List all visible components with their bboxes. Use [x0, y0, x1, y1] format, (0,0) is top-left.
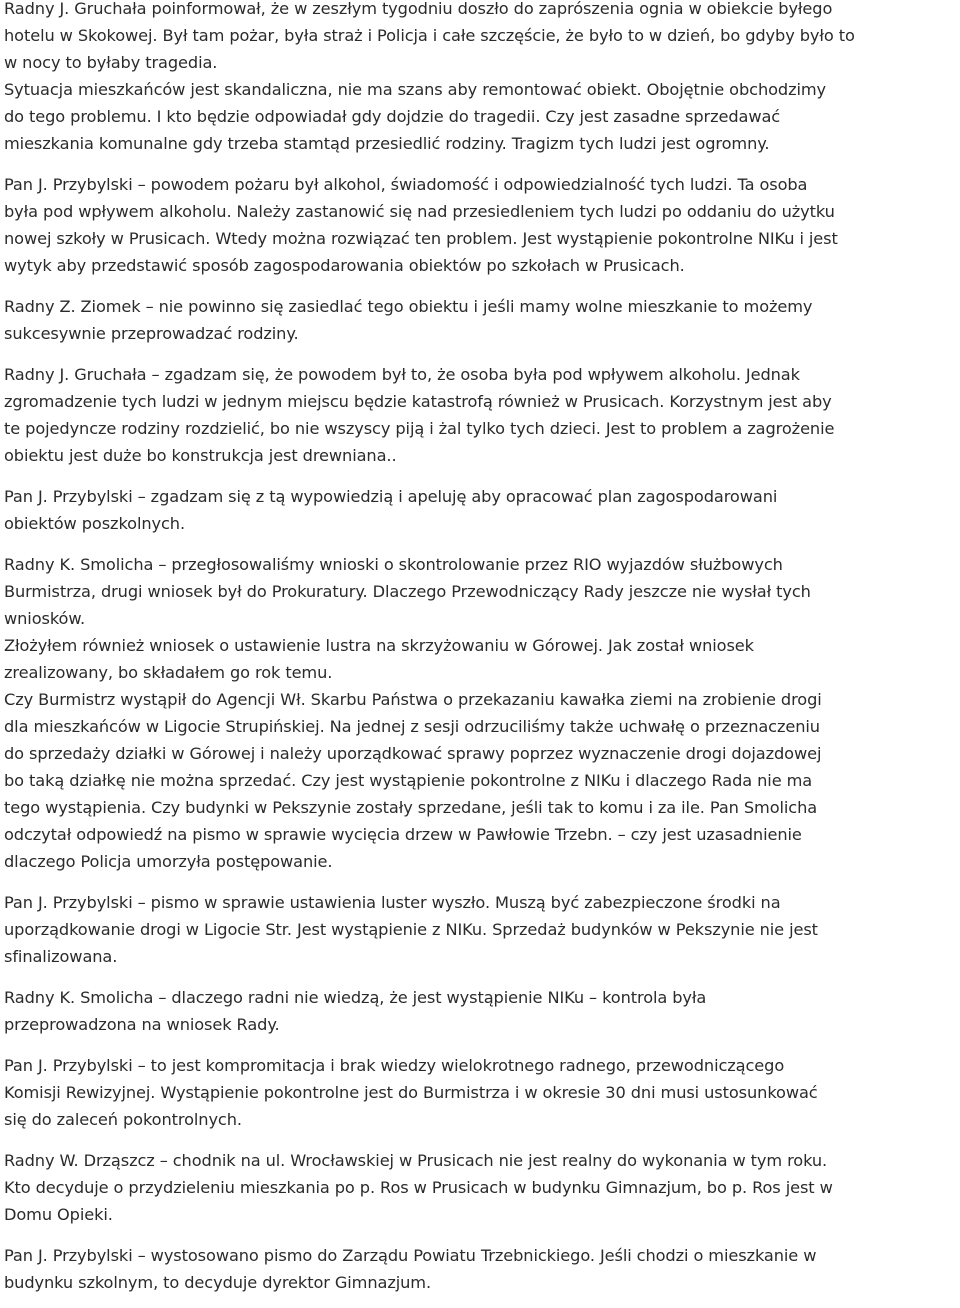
text-line: bo taką działkę nie można sprzedać. Czy jest wystąpienie pokontrolne z NIKu i dlaczego Rada nie ma: [4, 771, 813, 790]
text-line: Radny Z. Ziomek – nie powinno się zasiedlać tego obiektu i jeśli mamy wolne mieszkanie to możemy: [4, 297, 813, 316]
text-line: hotelu w Skokowej. Był tam pożar, była straż i Policja i całe szczęście, że było to w dzień, bo gdyby było to: [4, 26, 855, 45]
text-line: Radny J. Gruchała poinformował, że w zeszłym tygodniu doszło do zaprószenia ognia w obiekcie byłego: [4, 0, 833, 18]
text-line: Radny W. Drząszcz – chodnik na ul. Wrocławskiej w Prusicach nie jest realny do wykonania w tym roku.: [4, 1151, 828, 1170]
text-line: Burmistrza, drugi wniosek był do Prokuratury. Dlaczego Przewodniczący Rady jeszcze nie wysłał tych: [4, 582, 811, 601]
text-line: była pod wpływem alkoholu. Należy zastanowić się nad przesiedleniem tych ludzi po oddaniu do użytku: [4, 202, 835, 221]
text-line: Pan J. Przybylski – pismo w sprawie ustawienia luster wyszło. Muszą być zabezpieczone środki na: [4, 893, 781, 912]
paragraph: [4, 293, 958, 347]
text-line: Pan J. Przybylski – zgadzam się z tą wypowiedzią i apeluję aby opracować plan zagospodarowani: [4, 487, 778, 506]
text-line: Sytuacja mieszkańców jest skandaliczna, nie ma szans aby remontować obiekt. Obojętnie obchodzimy: [4, 80, 827, 99]
text-line: przeprowadzona na wniosek Rady.: [4, 1015, 280, 1034]
text-line: do sprzedaży działki w Górowej i należy uporządkować sprawy poprzez wyznaczenie drogi dojazdowej: [4, 744, 822, 763]
paragraph: [4, 483, 958, 537]
text-line: się do zaleceń pokontrolnych.: [4, 1110, 242, 1129]
text-line: Pan J. Przybylski – wystosowano pismo do Zarządu Powiatu Trzebnickiego. Jeśli chodzi o mieszkanie w: [4, 1246, 817, 1265]
text-line: Komisji Rewizyjnej. Wystąpienie pokontrolne jest do Burmistrza i w okresie 30 dni musi ustosunkować: [4, 1083, 818, 1102]
paragraph: [4, 1052, 958, 1133]
text-line: nowej szkoły w Prusicach. Wtedy można rozwiązać ten problem. Jest wystąpienie pokontrolne NIKu i jest: [4, 229, 838, 248]
text-line: budynku szkolnym, to decyduje dyrektor Gimnazjum.: [4, 1273, 432, 1292]
text-line: te pojedyncze rodziny rozdzielić, bo nie wszyscy piją i żal tylko tych dzieci. Jest to problem a zagrożenie: [4, 419, 835, 438]
text-line: sfinalizowana.: [4, 947, 118, 966]
text-line: dla mieszkańców w Ligocie Strupińskiej. Na jednej z sesji odrzuciliśmy także uchwałę o przeznaczeniu: [4, 717, 820, 736]
text-line: Radny K. Smolicha – przegłosowaliśmy wnioski o skontrolowanie przez RIO wyjazdów służbowych: [4, 555, 783, 574]
text-line: zrealizowany, bo składałem go rok temu.: [4, 663, 333, 682]
paragraph: [4, 889, 958, 970]
text-line: obiektów poszkolnych.: [4, 514, 185, 533]
paragraph: [4, 171, 958, 279]
document-page: [4, 0, 958, 1296]
text-line: Radny K. Smolicha – dlaczego radni nie wiedzą, że jest wystąpienie NIKu – kontrola była: [4, 988, 707, 1007]
text-line: Pan J. Przybylski – to jest kompromitacja i brak wiedzy wielokrotnego radnego, przewodniczącego: [4, 1056, 785, 1075]
text-line: Złożyłem również wniosek o ustawienie lustra na skrzyżowaniu w Górowej. Jak został wniosek: [4, 636, 754, 655]
paragraph: [4, 984, 958, 1038]
text-line: zgromadzenie tych ludzi w jednym miejscu będzie katastrofą również w Prusicach. Korzystnym jest aby: [4, 392, 832, 411]
paragraph: [4, 1242, 958, 1296]
text-line: sukcesywnie przeprowadzać rodziny.: [4, 324, 299, 343]
text-line: Czy Burmistrz wystąpił do Agencji Wł. Skarbu Państwa o przekazaniu kawałka ziemi na zrobienie drogi: [4, 690, 822, 709]
text-line: wniosków.: [4, 609, 86, 628]
text-line: Radny J. Gruchała – zgadzam się, że powodem był to, że osoba była pod wpływem alkoholu. Jednak: [4, 365, 800, 384]
text-line: tego wystąpienia. Czy budynki w Pekszynie zostały sprzedane, jeśli tak to komu i za ile. Pan Smolicha: [4, 798, 818, 817]
text-line: dlaczego Policja umorzyła postępowanie.: [4, 852, 333, 871]
text-line: obiektu jest duże bo konstrukcja jest drewniana..: [4, 446, 397, 465]
text-line: mieszkania komunalne gdy trzeba stamtąd przesiedlić rodziny. Tragizm tych ludzi jest ogromny.: [4, 134, 770, 153]
paragraph: [4, 0, 958, 157]
text-line: w nocy to byłaby tragedia.: [4, 53, 218, 72]
text-line: Kto decyduje o przydzieleniu mieszkania po p. Ros w Prusicach w budynku Gimnazjum, bo p. Ros jest w: [4, 1178, 833, 1197]
text-line: wytyk aby przedstawić sposób zagospodarowania obiektów po szkołach w Prusicach.: [4, 256, 685, 275]
paragraph: [4, 1147, 958, 1228]
paragraph: [4, 551, 958, 875]
paragraph: [4, 361, 958, 469]
text-line: Domu Opieki.: [4, 1205, 113, 1224]
text-line: do tego problemu. I kto będzie odpowiadał gdy dojdzie do tragedii. Czy jest zasadne sprzedawać: [4, 107, 781, 126]
text-line: odczytał odpowiedź na pismo w sprawie wycięcia drzew w Pawłowie Trzebn. – czy jest uzasadnienie: [4, 825, 802, 844]
text-line: uporządkowanie drogi w Ligocie Str. Jest wystąpienie z NIKu. Sprzedaż budynków w Pekszynie nie jest: [4, 920, 818, 939]
text-line: Pan J. Przybylski – powodem pożaru był alkohol, świadomość i odpowiedzialność tych ludzi. Ta osoba: [4, 175, 808, 194]
